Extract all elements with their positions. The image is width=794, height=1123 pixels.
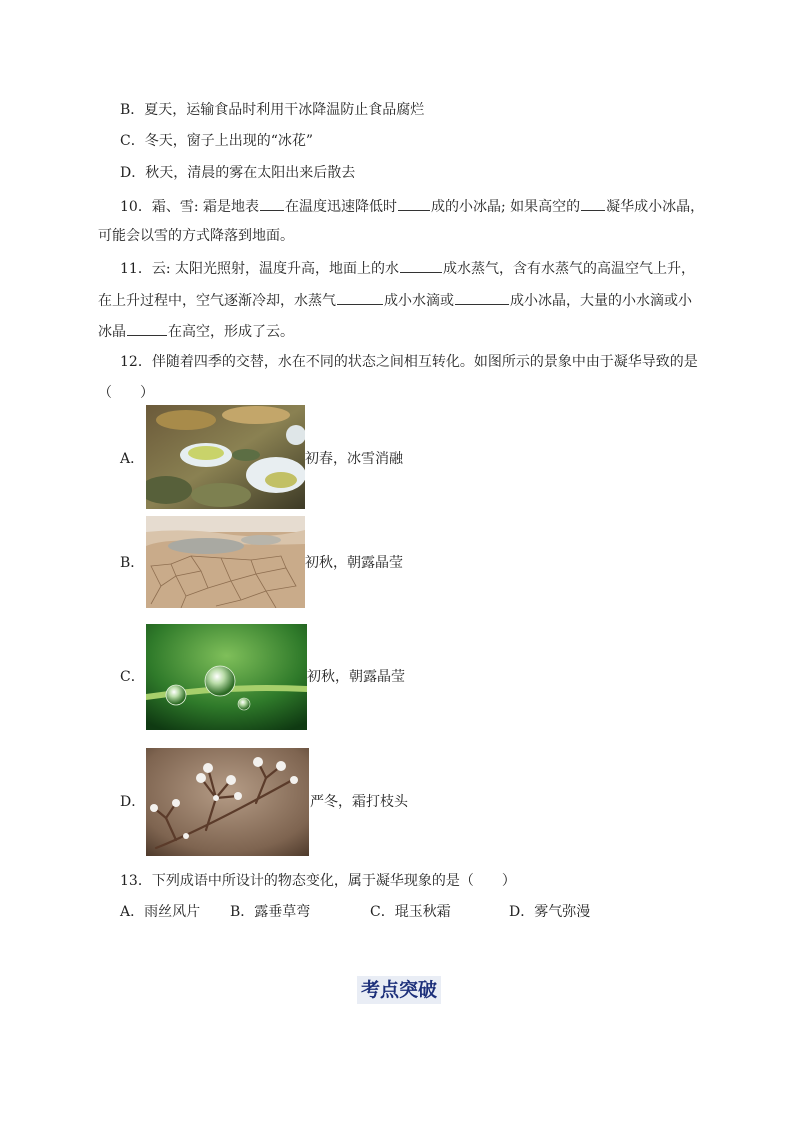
- option-a-caption: 初春，冰雪消融: [305, 451, 403, 467]
- q10-part: 凝华成小冰晶，: [606, 199, 705, 215]
- question-11-line-2: [98, 290, 692, 311]
- question-11-line-1: [120, 258, 695, 279]
- q11-part: 11．云: 太阳光照射，温度升高，地面上的水: [120, 261, 399, 277]
- option-a-letter: A．: [120, 451, 145, 467]
- option-c-text: C．冬天，窗子上出现的“冰花”: [120, 133, 314, 149]
- answer-blank[interactable]: [581, 196, 605, 211]
- answer-blank[interactable]: [260, 196, 284, 211]
- answer-blank[interactable]: [400, 258, 442, 273]
- image-summer-dry-riverbed[interactable]: [146, 516, 305, 608]
- option-b-text: B．夏天，运输食品时利用干冰降温防止食品腐烂: [120, 102, 425, 118]
- image-winter-frost-branches[interactable]: [146, 748, 309, 856]
- q10-part: 在温度迅速降低时: [284, 199, 397, 215]
- option-b-letter: B．: [120, 555, 145, 571]
- question-11-line-3: [98, 321, 294, 342]
- choice-b[interactable]: B．露垂草弯: [230, 904, 311, 920]
- choice-c[interactable]: C．琨玉秋霜: [370, 904, 451, 920]
- answer-blank[interactable]: [455, 290, 509, 305]
- option-b-caption: 初秋，朝露晶莹: [305, 555, 403, 571]
- option-d-caption: 严冬，霜打枝头: [310, 794, 408, 810]
- q11-part: 在高空，形成了云。: [168, 324, 294, 340]
- q11-part: 成小水滴或: [384, 293, 454, 309]
- q11-part: 成水蒸气，含有水蒸气的高温空气上升，: [442, 261, 695, 277]
- choice-a[interactable]: A．雨丝风片: [120, 904, 201, 920]
- answer-blank[interactable]: [337, 290, 383, 305]
- q11-part: 在上升过程中，空气逐渐冷却，水蒸气: [98, 293, 336, 309]
- question-13-choices: [120, 902, 590, 922]
- option-d-text: D．秋天，清晨的雾在太阳出来后散去: [120, 165, 356, 181]
- answer-blank[interactable]: [127, 321, 167, 336]
- option-c-caption: 初秋，朝露晶莹: [307, 669, 405, 685]
- question-12-bracket: （ ）: [98, 385, 154, 401]
- q11-part: 成小冰晶，大量的小水滴或小: [510, 293, 692, 309]
- question-12-stem: 12．伴随着四季的交替，水在不同的状态之间相互转化。如图所示的景象中由于凝华导致的是: [120, 354, 698, 370]
- option-c-letter: C．: [120, 669, 145, 685]
- question-10-line-1: [120, 196, 704, 217]
- image-spring-ice-melting[interactable]: [146, 405, 305, 509]
- q10-part: 10．霜、雪: 霜是地表: [120, 199, 259, 215]
- image-autumn-dewdrops[interactable]: [146, 624, 307, 730]
- q11-part: 冰晶: [98, 324, 126, 340]
- question-13-stem: 13．下列成语中所设计的物态变化，属于凝华现象的是（ ）: [120, 873, 516, 889]
- section-heading: 考点突破: [357, 976, 441, 1004]
- answer-blank[interactable]: [398, 196, 430, 211]
- q10-part: 成的小冰晶; 如果高空的: [430, 199, 581, 215]
- question-10-line-2: 可能会以雪的方式降落到地面。: [98, 228, 294, 244]
- choice-d[interactable]: D．雾气弥漫: [509, 904, 591, 920]
- option-d-letter: D．: [120, 794, 146, 810]
